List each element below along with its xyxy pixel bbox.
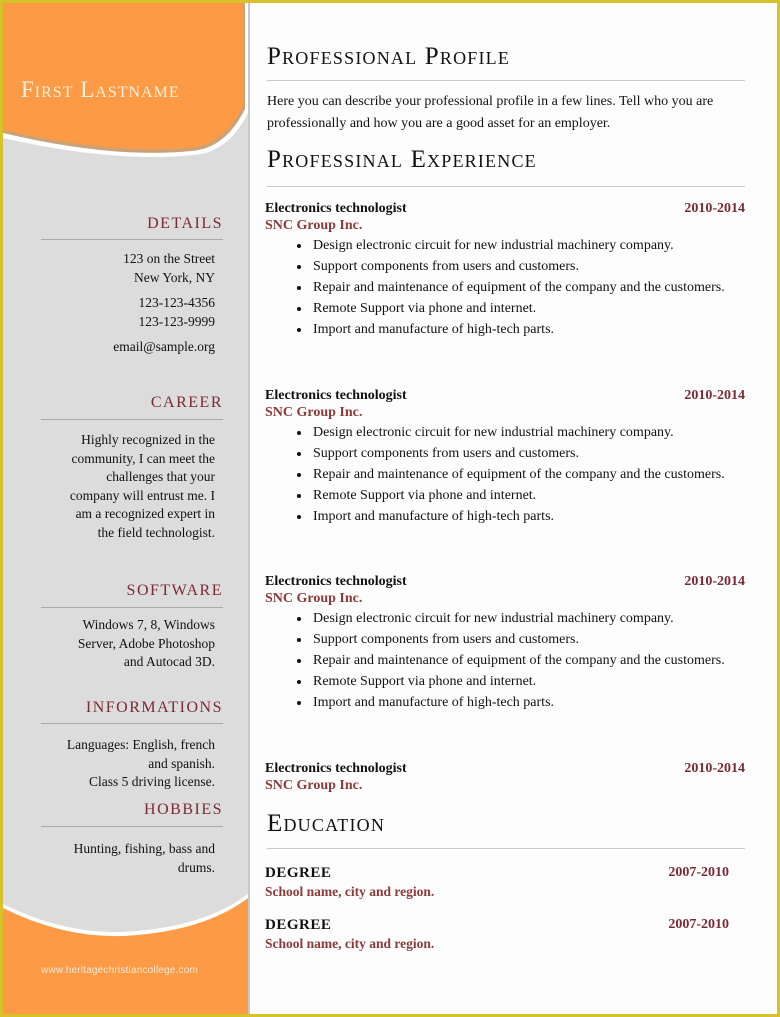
hobbies-rule [41, 826, 223, 827]
job-entry [265, 201, 745, 340]
education-date: 2007-2010 [668, 865, 729, 880]
informations-text [41, 736, 215, 792]
footer-orange-shape [3, 894, 248, 1014]
job-company: SNC Group Inc. [265, 218, 363, 233]
career-line: am a recognized expert in [75, 506, 215, 521]
informations-line: Languages: English, french [66, 737, 215, 752]
informations-line: Class 5 driving license. [89, 774, 215, 789]
job-title: Electronics technologist [265, 761, 407, 776]
software-line: and Autocad 3D. [123, 654, 215, 669]
job-entry [265, 574, 745, 713]
job-bullets [265, 608, 745, 713]
hobbies-line: Hunting, fishing, bass and [73, 841, 215, 856]
job-bullet: • Remote Support via phone and internet. [311, 298, 745, 319]
career-heading: CAREER [150, 394, 223, 411]
phone-2: 123-123-9999 [138, 313, 215, 329]
job-date: 2010-2014 [684, 388, 745, 403]
phone-1: 123-123-4356 [138, 295, 215, 310]
email: email@sample.org [113, 339, 215, 354]
job-bullet: • Import and manufacture of high-tech parts. [311, 692, 745, 713]
details-heading: DETAILS [147, 215, 223, 232]
job-bullet: • Support components from users and customers. [311, 256, 745, 277]
job-company: SNC Group Inc. [265, 405, 363, 420]
resume-page [3, 3, 777, 1014]
informations-heading: INFORMATIONS [85, 699, 223, 716]
job-entry [265, 761, 745, 794]
address-line-2: New York, NY [133, 269, 215, 285]
software-line: Windows 7, 8, Windows [82, 617, 215, 632]
address-line-1: 123 on the Street [123, 251, 215, 266]
job-title: Electronics technologist [265, 388, 407, 403]
hobbies-text [41, 840, 215, 877]
experience-heading: Professinal Experience [267, 146, 537, 173]
career-text [41, 431, 215, 542]
school: School name, city and region. [265, 884, 435, 899]
career-line: company will entrust me. I [69, 487, 215, 503]
education-entry [265, 865, 729, 900]
software-line: Server, Adobe Photoshop [77, 635, 215, 651]
job-date: 2010-2014 [684, 761, 745, 776]
career-line: Highly recognized in the [81, 432, 215, 447]
profile-heading: Professional Profile [267, 43, 511, 70]
job-bullet: • Support components from users and customers. [311, 443, 745, 464]
job-company: SNC Group Inc. [265, 591, 363, 606]
job-bullet: • Import and manufacture of high-tech parts. [311, 319, 745, 340]
job-bullet: • Repair and maintenance of equipment of the company and the customers. [311, 464, 745, 485]
footer-url: www.heritagechristiancollege.com [41, 965, 199, 976]
column-divider [248, 3, 250, 1014]
job-bullet: • Remote Support via phone and internet. [311, 485, 745, 506]
software-heading: SOFTWARE [126, 582, 223, 599]
education-rule [267, 848, 745, 849]
job-bullet: • Support components from users and customers. [311, 629, 745, 650]
degree: DEGREE [265, 917, 332, 933]
education-date: 2007-2010 [668, 917, 729, 932]
education-entry [265, 917, 729, 952]
job-date: 2010-2014 [684, 574, 745, 589]
job-bullet: • Repair and maintenance of equipment of the company and the customers. [311, 650, 745, 671]
education-heading: Education [267, 810, 386, 837]
experience-rule [267, 186, 745, 187]
profile-text: Here you can describe your professional profile in a few lines. Tell who you are professionally and how you are a good asset for an employer. [267, 94, 714, 131]
job-bullet: • Repair and maintenance of equipment of the company and the customers. [311, 277, 745, 298]
job-bullets [265, 422, 745, 527]
hobbies-line: drums. [177, 859, 215, 875]
career-line: challenges that your [106, 469, 215, 484]
job-bullet: • Remote Support via phone and internet. [311, 671, 745, 692]
career-rule [41, 419, 223, 420]
job-bullet: • Design electronic circuit for new industrial machinery company. [311, 608, 745, 629]
job-title: Electronics technologist [265, 201, 407, 216]
job-bullets [265, 235, 745, 340]
job-bullet: • Design electronic circuit for new industrial machinery company. [311, 235, 745, 256]
school: School name, city and region. [265, 936, 435, 951]
profile-rule [267, 80, 745, 81]
degree: DEGREE [265, 865, 332, 881]
career-line: community, I can meet the [71, 450, 215, 466]
sidebar [3, 3, 248, 1014]
details-rule [41, 239, 223, 240]
informations-rule [41, 723, 223, 724]
job-bullet: • Import and manufacture of high-tech parts. [311, 506, 745, 527]
details-address [41, 250, 215, 357]
candidate-name: First Lastname [21, 77, 180, 102]
software-rule [41, 607, 223, 608]
software-text [41, 616, 215, 672]
job-date: 2010-2014 [684, 201, 745, 216]
job-entry [265, 388, 745, 527]
hobbies-heading: HOBBIES [144, 801, 223, 818]
informations-line: and spanish. [148, 755, 215, 771]
job-bullet: • Design electronic circuit for new industrial machinery company. [311, 422, 745, 443]
career-line: the field technologist. [97, 524, 215, 540]
job-company: SNC Group Inc. [265, 778, 363, 793]
job-title: Electronics technologist [265, 574, 407, 589]
